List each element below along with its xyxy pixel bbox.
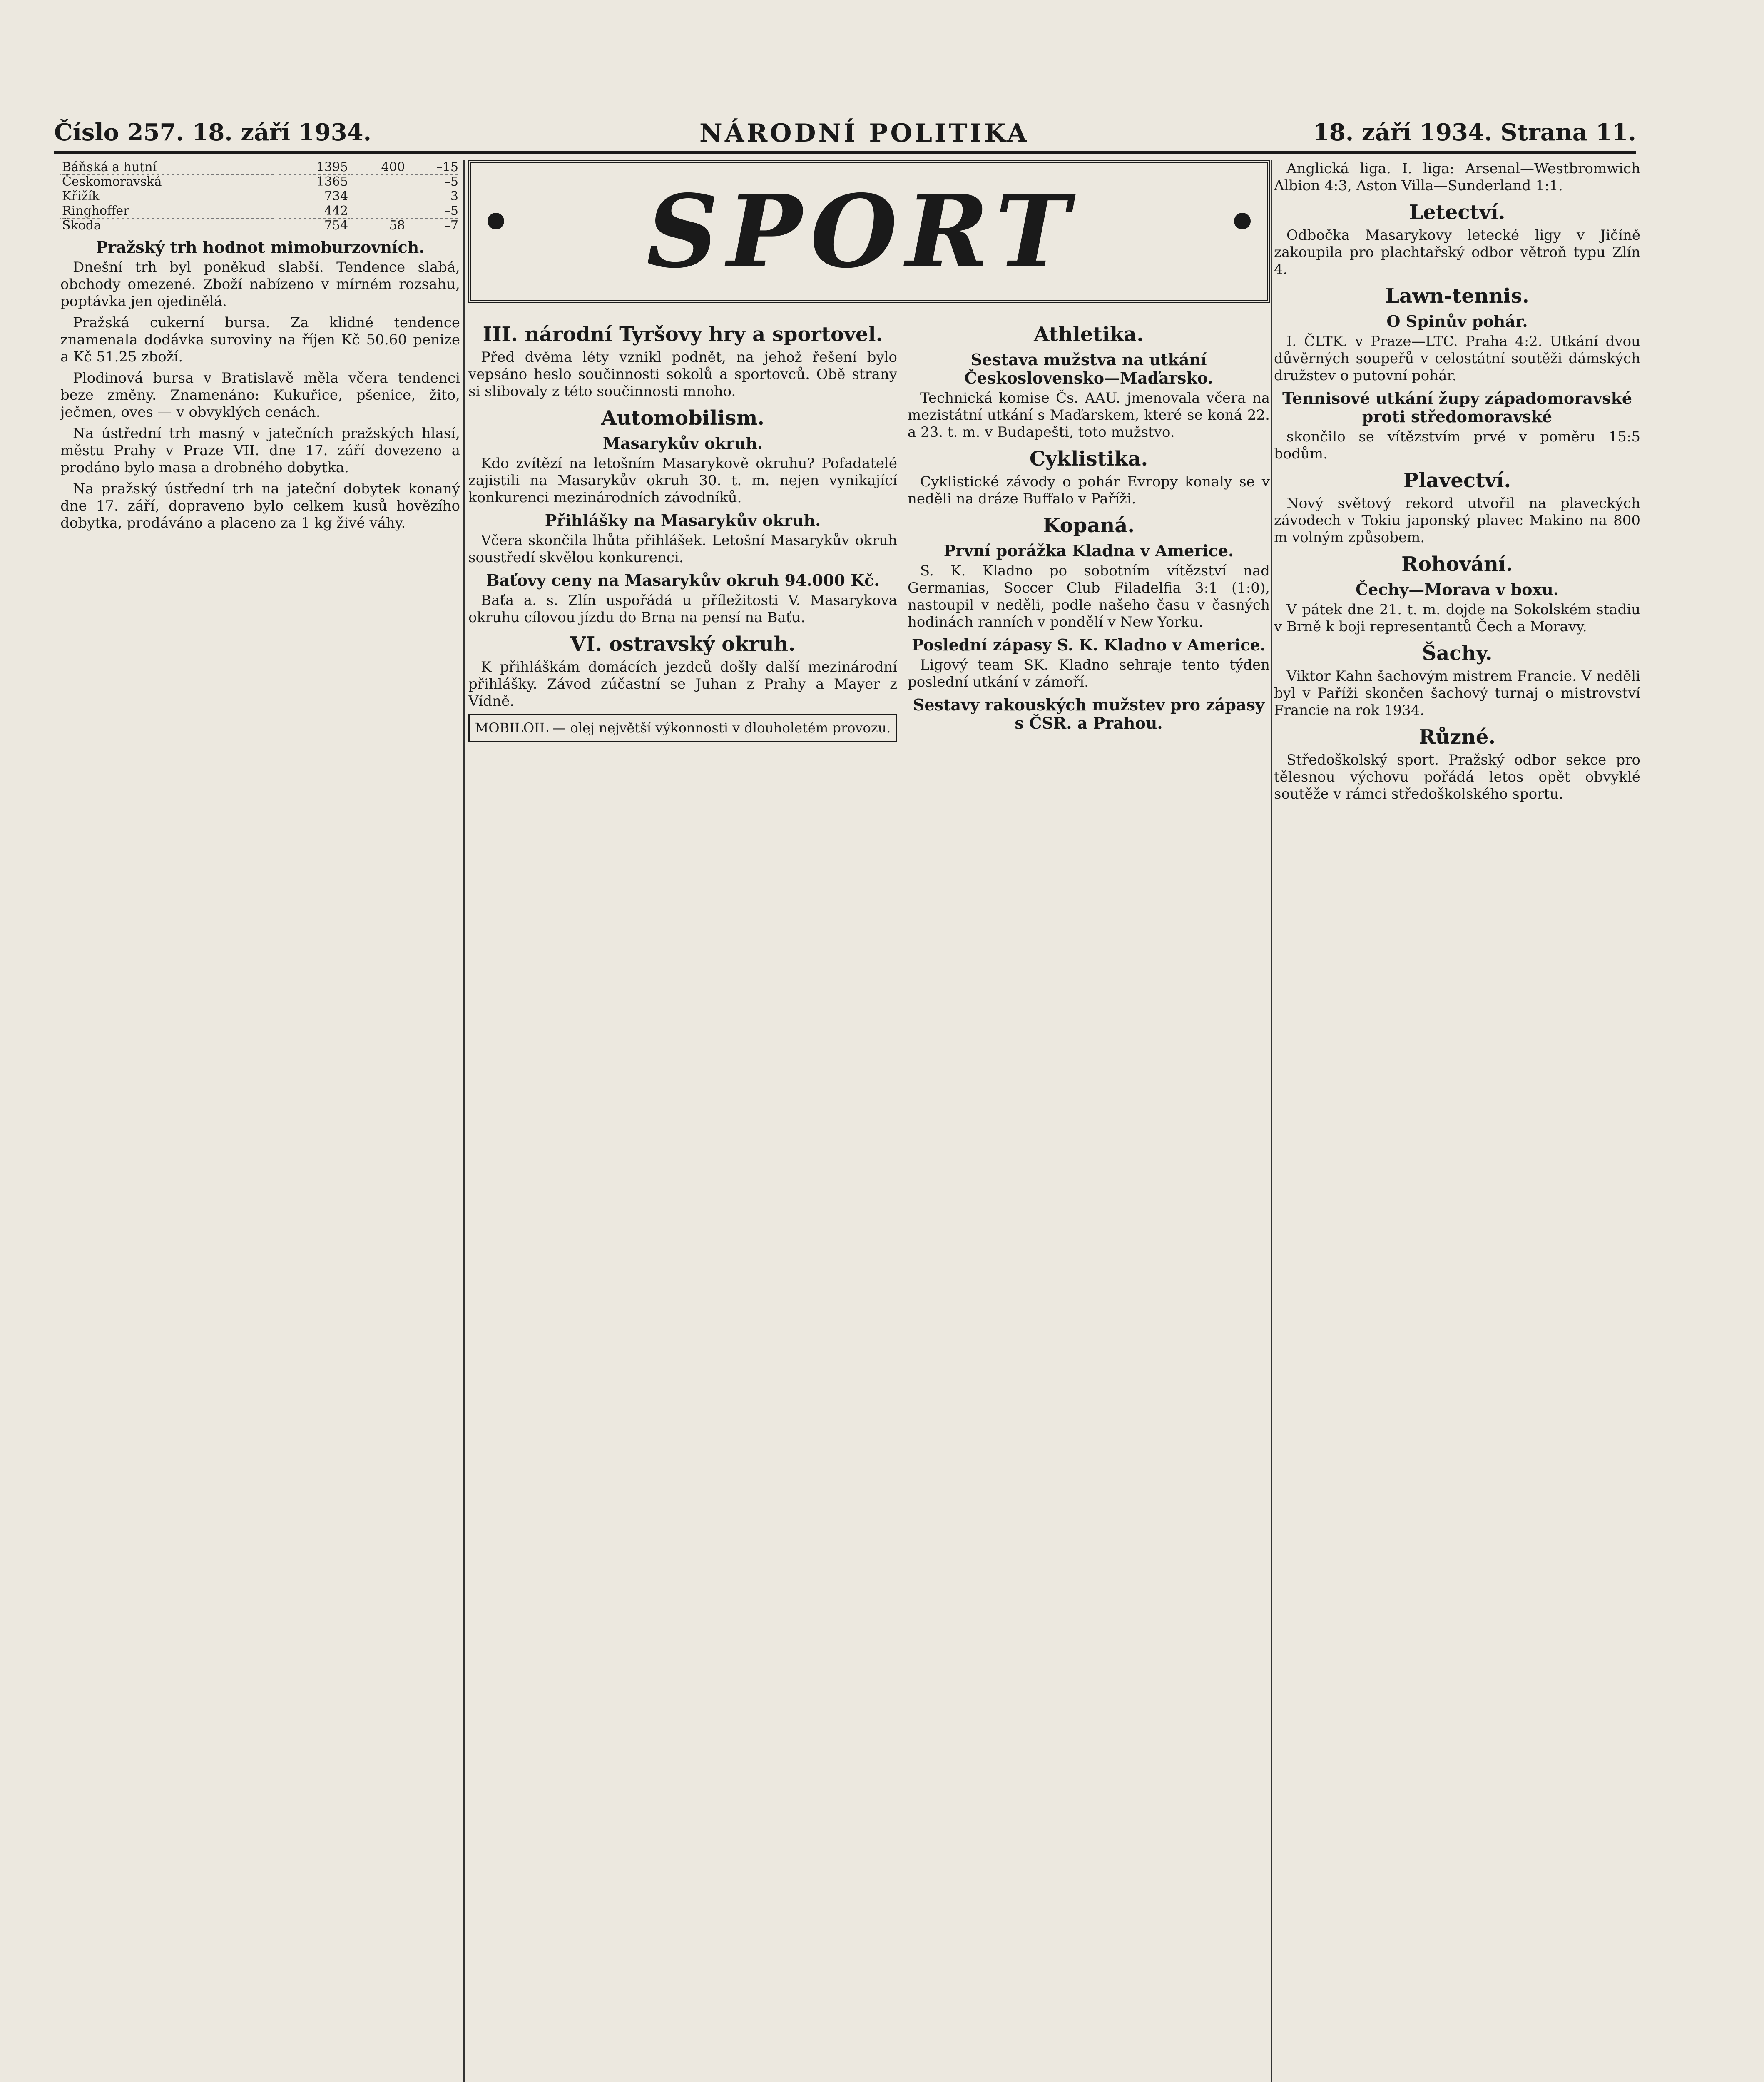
article-text: Viktor Kahn šachovým mistrem Francie. V neděli byl v Paříži skončen šachový turnaj o mistrovství Francie na rok 1934.: [1274, 668, 1640, 719]
article-heading: Baťovy ceny na Masarykův okruh 94.000 Kč.: [486, 571, 880, 590]
article-heading: Cyklistika.: [1029, 447, 1148, 471]
issue-date: Číslo 257. 18. září 1934.: [54, 119, 372, 146]
newspaper-title: NÁRODNÍ POLITIKA: [699, 119, 1029, 148]
bullet-icon: [1234, 213, 1251, 229]
article-subheading: Čechy—Morava v boxu.: [1356, 580, 1559, 599]
article-heading: Tennisové utkání župy západomoravské proti středomoravské: [1282, 389, 1632, 426]
masthead: [54, 119, 1636, 148]
article-text: Baťa a. s. Zlín uspořádá u příležitosti V. Masarykova okruhu cílovou jízdu do Brna na pensí na Baťu.: [468, 592, 897, 626]
article-text: Na ústřední trh masný v jatečních pražských hlasí, městu Prahy v Praze VII. dne 17. září dovezeno a prodáno bylo masa a drobného dobytka.: [60, 425, 460, 476]
column-sport-misc: [1274, 160, 1640, 2082]
article-text: Včera skončila lhůta přihlášek. Letošní Masarykův okruh soustředí skvělou konkurenci.: [468, 532, 897, 566]
article-text: I. ČLTK. v Praze—LTC. Praha 4:2. Utkání dvou důvěrných soupeřů v celostátní soutěži dámských družstev o putovní pohár.: [1274, 333, 1640, 384]
table-row: Báňská a hutní 1395 400 –15: [60, 160, 460, 175]
article-heading: Šachy.: [1422, 642, 1493, 665]
table-row: Křižík 734 –3: [60, 189, 460, 204]
article-subheading: Sestava mužstva na utkání Československo—Maďarsko.: [964, 350, 1213, 387]
article-text: Plodinová bursa v Bratislavě měla včera tendenci beze změny. Znamenáno: Kukuřice, pšenice, žito, ječmen, oves — v obvyklých cenách.: [60, 370, 460, 421]
article-heading: Plavectví.: [1403, 469, 1511, 492]
article-text: S. K. Kladno po sobotním vítězství nad Germanias, Soccer Club Filadelfia 3:1 (1:0), nastoupil v neděli, podle našeho času v časných hodinách ranních v pondělí v New Yorku.: [908, 563, 1270, 630]
stock-table: [60, 160, 460, 233]
page-number: 18. září 1934. Strana 11.: [1313, 119, 1636, 146]
column-sport-right: [908, 316, 1270, 2082]
article-heading: Lawn-tennis.: [1385, 284, 1529, 308]
article-text: K přihláškám domácích jezdců došly další mezinárodní přihlášky. Závod zúčastní se Juhan z Prahy a Mayer z Vídně.: [468, 659, 897, 710]
table-row: Ringhoffer 442 –5: [60, 204, 460, 219]
sport-banner-area: [468, 160, 1270, 304]
article-text: Před dvěma léty vznikl podnět, na jehož řešení bylo vepsáno heslo součinnosti sokolů a sportovců. Obě strany si slibovaly z této součinnosti mnoho.: [468, 349, 897, 400]
article-heading: Poslední zápasy S. K. Kladno v Americe.: [912, 635, 1266, 654]
column-sport-left: [468, 316, 897, 2082]
article-text: Dnešní trh byl poněkud slabší. Tendence slabá, obchody omezené. Zboží nabízeno v mírném rozsahu, poptávka jen ojedinělá.: [60, 259, 460, 310]
table-row: Českomoravská 1365 –5: [60, 175, 460, 189]
header-rule: [54, 151, 1636, 154]
sport-title: SPORT: [646, 173, 1078, 290]
article-text: Středoškolský sport. Pražský odbor sekce pro tělesnou výchovu pořádá letos opět obvyklé soutěže v rámci středoškolského sportu.: [1274, 752, 1640, 802]
table-row: Škoda 754 58 –7: [60, 219, 460, 233]
article-text: Anglická liga. I. liga: Arsenal—Westbromwich Albion 4:3, Aston Villa—Sunderland 1:1.: [1274, 160, 1640, 194]
column-divider: [463, 160, 465, 2082]
article-text: Pražská cukerní bursa. Za klidné tendence znamenala dodávka suroviny na říjen Kč 50.60 penize a Kč 51.25 zboží.: [60, 314, 460, 365]
bullet-icon: [488, 213, 504, 229]
article-subheading: Masarykův okruh.: [602, 434, 763, 453]
article-text: Technická komise Čs. AAU. jmenovala včera na mezistátní utkání s Maďarskem, které se koná 22. a 23. t. m. v Budapešti, toto mužstvo.: [908, 390, 1270, 441]
article-heading: Rohování.: [1401, 553, 1513, 576]
article-heading: Kopaná.: [1042, 514, 1135, 537]
article-heading: Athletika.: [1034, 323, 1144, 346]
article-heading: VI. ostravský okruh.: [570, 633, 796, 656]
column-finance: [60, 160, 460, 2082]
article-text: V pátek dne 21. t. m. dojde na Sokolském stadiu v Brně k boji representantů Čech a Moravy.: [1274, 601, 1640, 635]
article-text: Na pražský ústřední trh na jateční dobytek konaný dne 17. září, dopraveno bylo celkem kusů hovězího dobytka, prodáváno a placeno za 1 kg živé váhy.: [60, 481, 460, 531]
article-text: Kdo zvítězí na letošním Masarykově okruhu? Pofadatelé zajistili na Masarykův okruh 30. t. m. nejen vynikající konkurenci mezinárodních závodníků.: [468, 455, 897, 506]
article-text: skončilo se vítězstvím prvé v poměru 15:5 bodům.: [1274, 428, 1640, 462]
article-text: Ligový team SK. Kladno sehraje tento týden poslední utkání v zámoří.: [908, 657, 1270, 690]
article-text: Cyklistické závody o pohár Evropy konaly se v neděli na dráze Buffalo v Paříži.: [908, 473, 1270, 507]
article-text: Nový světový rekord utvořil na plaveckých závodech v Tokiu japonský plavec Makino na 800 m volným způsobem.: [1274, 495, 1640, 546]
article-heading: Přihlášky na Masarykův okruh.: [545, 511, 821, 530]
article-subheading: O Spinův pohár.: [1386, 312, 1528, 331]
article-heading: Sestavy rakouských mužstev pro zápasy s ČSR. a Prahou.: [913, 695, 1265, 732]
column-divider: [1271, 160, 1272, 2082]
mobiloil-ad: MOBILOIL — olej největší výkonnosti v dlouholetém provozu.: [468, 714, 897, 742]
article-heading: Letectví.: [1409, 201, 1505, 224]
sport-banner: [468, 160, 1270, 303]
article-text: Odbočka Masarykovy letecké ligy v Jičíně zakoupila pro plachtařský odbor větroň typu Zlín 4.: [1274, 227, 1640, 278]
article-heading: Různé.: [1418, 725, 1496, 749]
article-subheading: První porážka Kladna v Americe.: [943, 541, 1234, 560]
article-heading: Automobilism.: [601, 406, 764, 430]
article-heading: Pražský trh hodnot mimoburzovních.: [96, 238, 425, 257]
article-heading: III. národní Tyršovy hry a sportovel.: [483, 323, 883, 346]
